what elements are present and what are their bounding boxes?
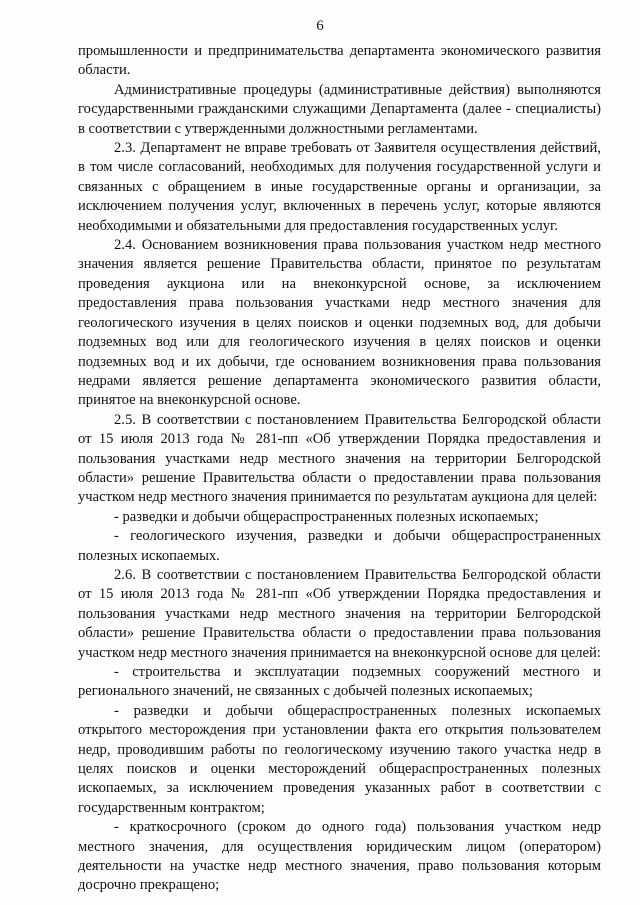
list-item-2-5-a: - разведки и добычи общераспространенных полезных ископаемых; <box>114 508 539 525</box>
list-item-2-6-b: - разведки и добычи общераспространенных полезных ископаемых открытого месторождения при установлении факта его открытия пользователем недр, проводившим работы по геологическому изучению такого участка недр в целях поисков и оценки месторождений общераспространенных полезных ископаемых, за исключением проведения указанных работ в соответствии с государственным контрактом; <box>78 702 601 816</box>
paragraph-2-6: 2.6. В соответствии с постановлением Правительства Белгородской области от 15 июля 2013 года № 281-пп «Об утверждении Порядка предоставления и пользования участками недр местного значения на территории Белгородской области» решение Правительства области о предоставлении права пользования участком недр местного значения принимается на внеконкурсной основе для целей: <box>78 566 601 661</box>
paragraph-2-4: 2.4. Основанием возникновения права пользования участком недр местного значения является решение Правительства области, принятое по результатам проведения аукциона или на внеконкурсной основе, за исключением предоставления права пользования участками недр местного значения для геологического изучения в целях поисков и оценки подземных вод, для добычи подземных вод или для геологического изучения в целях поисков и оценки подземных вод и их добычи, где основанием возникновения права пользования недрами является решение департамента экономического развития области, принятое на внеконкурсной основе. <box>78 237 601 409</box>
paragraph-2-5: 2.5. В соответствии с постановлением Правительства Белгородской области от 15 июля 2013 года № 281-пп «Об утверждении Порядка предоставления и пользования участками недр местного значения на территории Белгородской области» решение Правительства области о предоставлении права пользования участком недр местного значения принимается по результатам аукциона для целей: <box>78 411 601 506</box>
list-item-2-6-c: - краткосрочного (сроком до одного года) пользования участком недр местного значения, для осуществления юридическим лицом (оператором) деятельности на участке недр местного значения, право пользования которым досрочно прекращено; <box>78 819 601 894</box>
page-number: 6 <box>316 18 324 34</box>
paragraph-administrative-procedures: Административные процедуры (административные действия) выполняются государственными гражданскими служащими Департамента (далее - специалисты) в соответствии с утвержденными должностными регламентами. <box>78 81 601 137</box>
list-item-2-5-b: - геологического изучения, разведки и добычи общераспространенных полезных ископаемых. <box>78 528 601 564</box>
list-item-2-6-a: - строительства и эксплуатации подземных сооружений местного и регионального значений, не связанных с добычей полезных ископаемых; <box>78 664 601 700</box>
paragraph-continuation: промышленности и предпринимательства департамента экономического развития области. <box>78 43 601 79</box>
document-body <box>78 42 601 896</box>
paragraph-2-3: 2.3. Департамент не вправе требовать от Заявителя осуществления действий, в том числе согласований, необходимых для получения государственной услуги и связанных с обращением в иные государственные органы и организации, за исключением получения услуг, включенных в перечень услуг, которые являются необходимыми и обязательными для предоставления государственных услуг. <box>78 140 601 234</box>
